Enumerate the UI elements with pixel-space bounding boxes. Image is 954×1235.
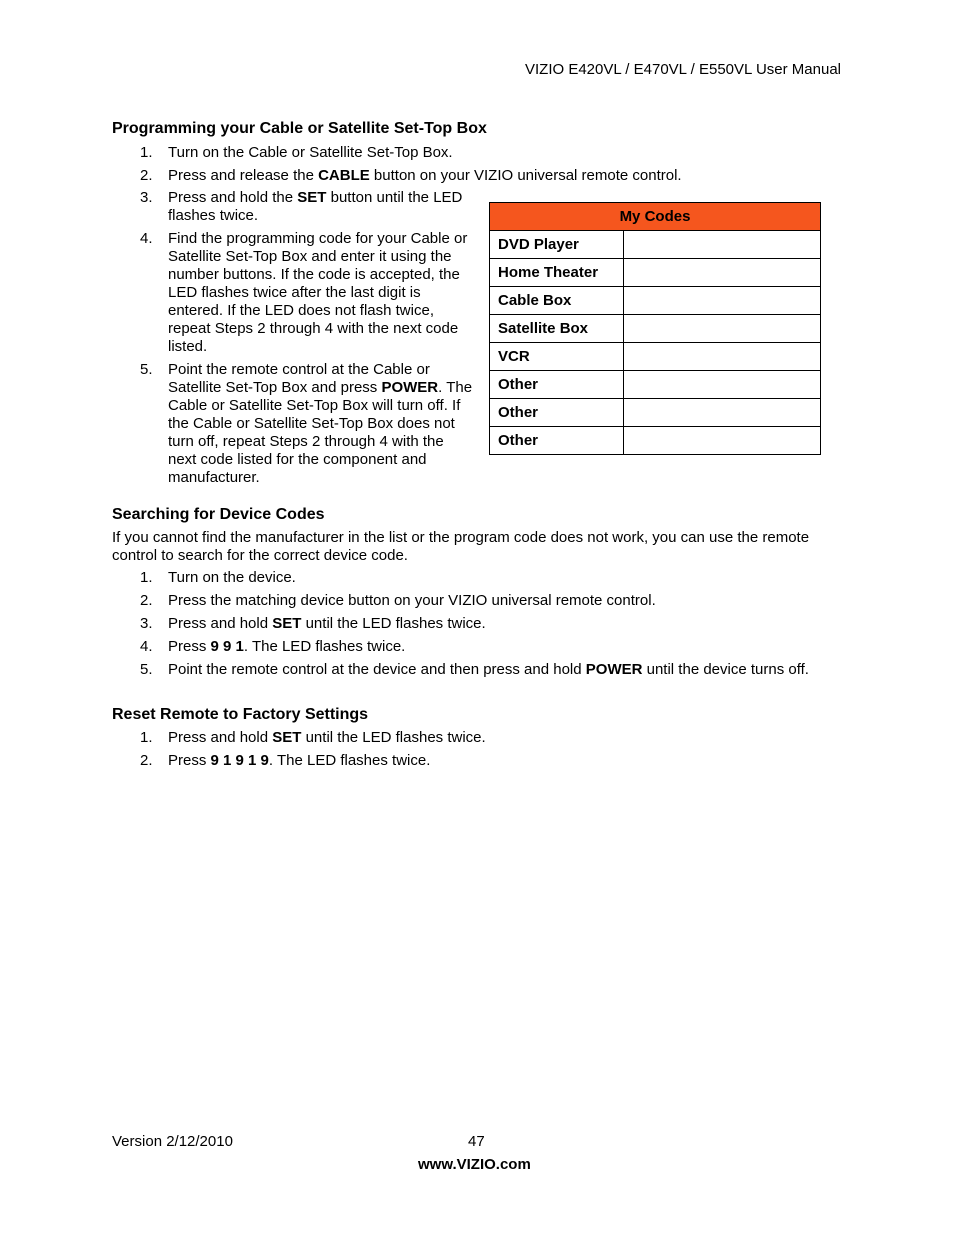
my-codes-title: My Codes xyxy=(490,203,821,231)
step-text: . The LED flashes twice. xyxy=(243,638,406,655)
step-text: Turn on the Cable or Satellite Set-Top Box. xyxy=(168,144,453,161)
step-number: 2. xyxy=(140,167,153,184)
step-key-term: SET xyxy=(272,729,302,746)
step-item xyxy=(140,167,858,185)
step-text: button until the LED flashes twice. xyxy=(168,189,463,224)
step-text: Press and release the xyxy=(168,167,319,184)
step-text: Press and hold the xyxy=(168,189,298,206)
device-label: Satellite Box xyxy=(490,315,624,343)
step-item xyxy=(140,752,858,770)
section-heading-reset: Reset Remote to Factory Settings xyxy=(112,706,369,723)
step-text: Press and hold xyxy=(168,615,273,632)
step-text: Press and hold xyxy=(168,729,273,746)
table-row xyxy=(490,343,821,371)
reset-steps xyxy=(140,729,858,770)
step-text: until the device turns off. xyxy=(642,661,809,678)
code-entry-cell xyxy=(624,427,821,455)
table-row xyxy=(490,315,821,343)
step-number: 3. xyxy=(140,189,153,206)
searching-steps xyxy=(140,569,868,679)
step-item xyxy=(140,615,868,633)
step-key-term: CABLE xyxy=(318,167,370,184)
device-label: DVD Player xyxy=(490,231,624,259)
step-key-term: POWER xyxy=(585,661,643,678)
step-text: Press the matching device button on your VIZIO universal remote control. xyxy=(168,592,656,609)
device-label: Other xyxy=(490,399,624,427)
code-entry-cell xyxy=(624,259,821,287)
step-text: Turn on the device. xyxy=(168,569,296,586)
code-entry-cell xyxy=(624,231,821,259)
step-number: 1. xyxy=(140,569,153,586)
table-row xyxy=(490,287,821,315)
step-text: Point the remote control at the Cable or Satellite Set-Top Box and press xyxy=(168,361,430,396)
step-key-term: SET xyxy=(272,615,302,632)
step-item xyxy=(140,661,868,679)
step-text: . The Cable or Satellite Set-Top Box will turn off. If the Cable or Satellite Set-Top Box does not turn off, repeat Steps 2 through 4 with the next code listed for the component and manufacturer. xyxy=(168,379,473,486)
step-text: Press xyxy=(168,752,211,769)
footer-url: www.VIZIO.com xyxy=(418,1156,531,1173)
step-item xyxy=(140,144,858,162)
step-key-term: 9 1 9 1 9 xyxy=(210,752,269,769)
step-number: 1. xyxy=(140,729,153,746)
step-text: until the LED flashes twice. xyxy=(301,615,486,632)
step-number: 5. xyxy=(140,361,153,378)
step-item xyxy=(140,189,474,225)
code-entry-cell xyxy=(624,315,821,343)
step-number: 2. xyxy=(140,592,153,609)
step-number: 2. xyxy=(140,752,153,769)
step-text: until the LED flashes twice. xyxy=(301,729,486,746)
code-entry-cell xyxy=(624,399,821,427)
table-row xyxy=(490,427,821,455)
step-key-term: POWER xyxy=(381,379,439,396)
step-number: 1. xyxy=(140,144,153,161)
step-number: 4. xyxy=(140,230,153,247)
step-text: button on your VIZIO universal remote control. xyxy=(369,167,682,184)
step-item xyxy=(140,638,868,656)
page-number: 47 xyxy=(468,1133,485,1150)
step-text: Point the remote control at the device and then press and hold xyxy=(168,661,586,678)
step-number: 3. xyxy=(140,615,153,632)
table-row xyxy=(490,259,821,287)
step-text: Find the programming code for your Cable or Satellite Set-Top Box and enter it using the number buttons. If the code is accepted, the LED flashes twice after the last digit is entered. If the LED does not flash twice, repeat Steps 2 through 4 with the next code listed. xyxy=(168,230,468,355)
code-entry-cell xyxy=(624,371,821,399)
table-row xyxy=(490,231,821,259)
device-label: VCR xyxy=(490,343,624,371)
device-label: Other xyxy=(490,371,624,399)
my-codes-table xyxy=(489,202,821,455)
step-item xyxy=(140,729,858,747)
step-key-term: SET xyxy=(297,189,327,206)
device-label: Cable Box xyxy=(490,287,624,315)
searching-intro: If you cannot find the manufacturer in the list or the program code does not work, you can use the remote control to search for the correct device code. xyxy=(112,529,810,564)
device-label: Home Theater xyxy=(490,259,624,287)
section-heading-searching: Searching for Device Codes xyxy=(112,506,325,523)
step-text: . The LED flashes twice. xyxy=(268,752,431,769)
step-item xyxy=(140,230,474,356)
step-key-term: 9 9 1 xyxy=(210,638,244,655)
programming-steps-1-2 xyxy=(140,144,858,185)
step-item xyxy=(140,569,868,587)
table-row xyxy=(490,371,821,399)
manual-title: VIZIO E420VL / E470VL / E550VL User Manual xyxy=(524,61,841,78)
step-number: 5. xyxy=(140,661,153,678)
device-label: Other xyxy=(490,427,624,455)
step-item xyxy=(140,592,868,610)
code-entry-cell xyxy=(624,287,821,315)
step-text: Press xyxy=(168,638,211,655)
table-row xyxy=(490,399,821,427)
step-item xyxy=(140,361,474,487)
code-entry-cell xyxy=(624,343,821,371)
step-number: 4. xyxy=(140,638,153,655)
footer-version: Version 2/12/2010 xyxy=(112,1133,233,1150)
programming-steps-3-5 xyxy=(140,189,474,487)
section-heading-programming: Programming your Cable or Satellite Set-Top Box xyxy=(112,120,487,137)
